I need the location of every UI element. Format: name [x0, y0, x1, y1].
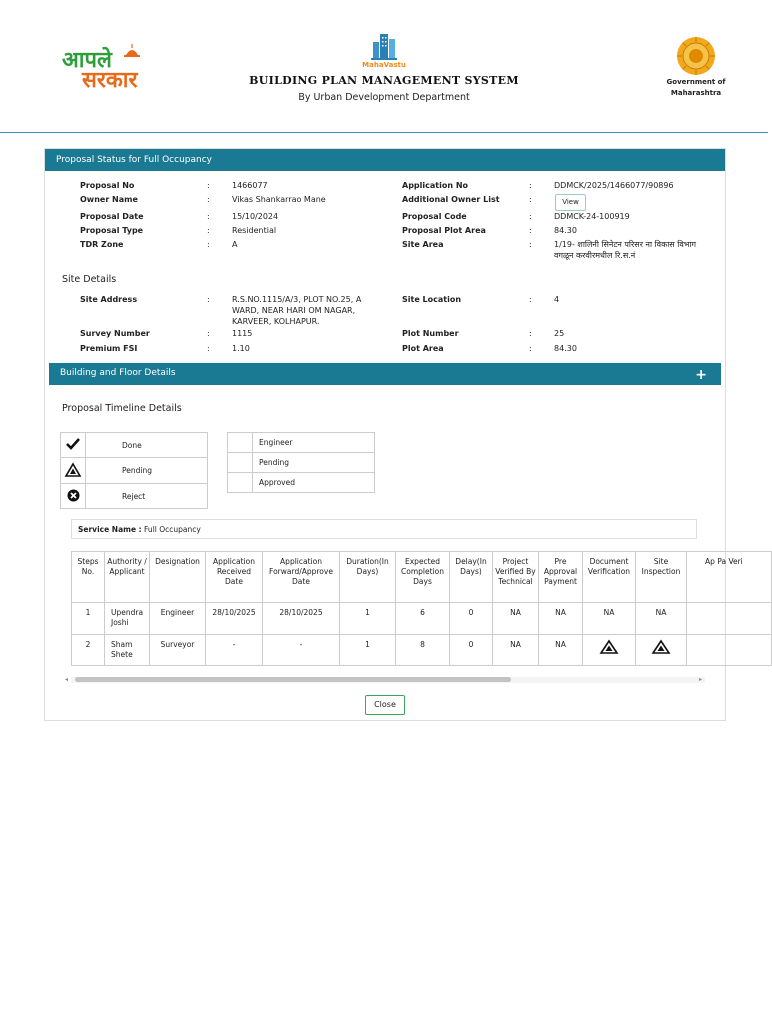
horizontal-scrollbar[interactable]	[65, 676, 705, 683]
colon: :	[207, 195, 210, 204]
legend-done: Done	[86, 433, 208, 458]
proposal-plot-area-label: Proposal Plot Area	[402, 226, 486, 235]
col-approval-payment-verification: Ap Pa Veri	[687, 552, 772, 603]
site-address-value: R.S.NO.1115/A/3, PLOT NO.25, A WARD, NEAR HARI OM NAGAR, KARVEER, KOLHAPUR.	[232, 295, 362, 326]
owner-name-value: Vikas Shankarrao Mane	[232, 195, 326, 204]
cell	[687, 603, 772, 635]
col-steps-no: Steps No.	[72, 552, 105, 603]
site-area-value: 1/19- शालिनी सिनेटन परिसर ना विकास विभाग वगळून करवीरमधील रि.स.नं	[554, 240, 696, 260]
view-owner-list-button[interactable]: View	[555, 194, 586, 211]
table-row	[72, 603, 772, 635]
building-floor-details-title: Building and Floor Details	[60, 368, 176, 378]
col-project-verified: Project Verified By Technical	[493, 552, 539, 603]
maharashtra-seal-icon	[676, 36, 716, 76]
mahavastu-buildings-icon	[371, 30, 397, 60]
cell: NA	[539, 635, 583, 666]
legend-reject: Reject	[86, 484, 208, 509]
site-details-title: Site Details	[62, 274, 117, 285]
scroll-left-icon[interactable]: ◂	[65, 676, 69, 683]
cell: 1	[340, 635, 396, 666]
cell: Sham Shete	[105, 635, 150, 666]
tdr-zone-label: TDR Zone	[80, 240, 124, 249]
cell: NA	[636, 603, 687, 635]
brand-name: MahaVastu	[362, 61, 406, 69]
tdr-zone-value: A	[232, 240, 238, 249]
colon: :	[207, 212, 210, 221]
site-area-label: Site Area	[402, 240, 444, 249]
cell: 0	[450, 603, 493, 635]
legend-approved: Approved	[253, 473, 375, 493]
cell: 2	[72, 635, 105, 666]
colon: :	[207, 344, 210, 353]
cell: -	[206, 635, 263, 666]
colon: :	[529, 329, 532, 338]
col-site-inspection: Site Inspection	[636, 552, 687, 603]
colon: :	[529, 212, 532, 221]
proposal-type-label: Proposal Type	[80, 226, 144, 235]
col-duration: Duration(In Days)	[340, 552, 396, 603]
gov-text-line-2: Maharashtra	[670, 89, 722, 97]
col-delay: Delay(In Days)	[450, 552, 493, 603]
aaple-sarkar-logo[interactable]	[60, 44, 150, 94]
cell: -	[263, 635, 340, 666]
cell	[687, 635, 772, 666]
plot-number-value: 25	[554, 329, 565, 338]
gov-text-line-1: Government of	[666, 78, 726, 86]
legend-swatch	[228, 473, 253, 493]
premium-fsi-label: Premium FSI	[80, 344, 138, 353]
proposal-no-value: 1466077	[232, 181, 268, 190]
proposal-plot-area-value: 84.30	[554, 226, 577, 235]
cell: NA	[539, 603, 583, 635]
building-floor-details-header[interactable]	[49, 363, 721, 385]
col-expected-days: Expected Completion Days	[396, 552, 450, 603]
service-name-value: Full Occupancy	[144, 525, 201, 534]
table-row	[72, 635, 772, 666]
role-legend	[227, 432, 375, 493]
site-inspection-pending-icon	[636, 635, 687, 666]
proposal-date-label: Proposal Date	[80, 212, 144, 221]
site-location-label: Site Location	[402, 295, 462, 304]
cell: Surveyor	[150, 635, 206, 666]
proposal-status-panel-header: Proposal Status for Full Occupancy	[45, 149, 725, 171]
application-no-label: Application No	[402, 181, 469, 190]
scrollbar-thumb[interactable]	[75, 677, 511, 682]
legend-swatch	[228, 453, 253, 473]
col-authority: Authority / Applicant	[105, 552, 150, 603]
colon: :	[207, 295, 210, 304]
system-title: BUILDING PLAN MANAGEMENT SYSTEM	[249, 74, 519, 87]
colon: :	[207, 181, 210, 190]
cell: Engineer	[150, 603, 206, 635]
document-verification-pending-icon	[583, 635, 636, 666]
colon: :	[529, 195, 532, 204]
colon: :	[529, 226, 532, 235]
cell: 1	[72, 603, 105, 635]
close-button[interactable]: Close	[365, 695, 405, 715]
colon: :	[529, 344, 532, 353]
owner-name-label: Owner Name	[80, 195, 138, 204]
colon: :	[207, 226, 210, 235]
steps-table-scroll[interactable]	[71, 551, 743, 665]
site-location-value: 4	[554, 295, 560, 304]
cell: NA	[583, 603, 636, 635]
cell: 28/10/2025	[263, 603, 340, 635]
service-name-box	[71, 519, 697, 539]
cell: 1	[340, 603, 396, 635]
system-subtitle: By Urban Development Department	[298, 92, 470, 103]
legend-engineer: Engineer	[253, 433, 375, 453]
colon: :	[529, 181, 532, 190]
cell: NA	[493, 635, 539, 666]
plot-area-label: Plot Area	[402, 344, 444, 353]
dome-icon	[122, 44, 142, 58]
header-center	[240, 30, 528, 103]
cell: 6	[396, 603, 450, 635]
service-name-label: Service Name :	[78, 525, 142, 534]
col-document-verification: Document Verification	[583, 552, 636, 603]
government-logo	[664, 36, 728, 98]
cell: NA	[493, 603, 539, 635]
survey-number-label: Survey Number	[80, 329, 150, 338]
plot-number-label: Plot Number	[402, 329, 459, 338]
logo-line-1: आपले	[62, 47, 112, 73]
cell: 28/10/2025	[206, 603, 263, 635]
proposal-type-value: Residential	[232, 226, 277, 235]
colon: :	[207, 329, 210, 338]
logo-line-2: सरकार	[82, 67, 138, 93]
col-received-date: Application Received Date	[206, 552, 263, 603]
col-designation: Designation	[150, 552, 206, 603]
proposal-card	[44, 148, 743, 721]
legend-swatch	[228, 433, 253, 453]
colon: :	[529, 295, 532, 304]
steps-table	[71, 551, 772, 666]
survey-number-value: 1115	[232, 329, 253, 338]
done-icon	[61, 433, 86, 458]
reject-icon	[61, 484, 86, 509]
expand-plus-icon[interactable]: +	[695, 367, 707, 383]
legend-role-pending: Pending	[253, 453, 375, 473]
site-header	[0, 0, 768, 133]
col-pre-approval-payment: Pre Approval Payment	[539, 552, 583, 603]
premium-fsi-value: 1.10	[232, 344, 250, 353]
cell: 8	[396, 635, 450, 666]
proposal-date-value: 15/10/2024	[232, 212, 279, 221]
colon: :	[207, 240, 210, 249]
proposal-code-value: DDMCK-24-100919	[554, 212, 630, 221]
plot-area-value: 84.30	[554, 344, 577, 353]
legend-pending: Pending	[86, 458, 208, 484]
col-forward-date: Application Forward/Approve Date	[263, 552, 340, 603]
pending-icon	[61, 458, 86, 484]
proposal-no-label: Proposal No	[80, 181, 135, 190]
timeline-title: Proposal Timeline Details	[62, 403, 182, 414]
scroll-right-icon[interactable]: ▸	[699, 676, 703, 683]
proposal-code-label: Proposal Code	[402, 212, 467, 221]
site-address-label: Site Address	[80, 295, 138, 304]
application-no-value: DDMCK/2025/1466077/90896	[554, 181, 674, 190]
additional-owner-list-label: Additional Owner List	[402, 195, 500, 204]
cell: 0	[450, 635, 493, 666]
cell: Upendra Joshi	[105, 603, 150, 635]
status-legend	[60, 432, 208, 509]
colon: :	[529, 240, 532, 249]
